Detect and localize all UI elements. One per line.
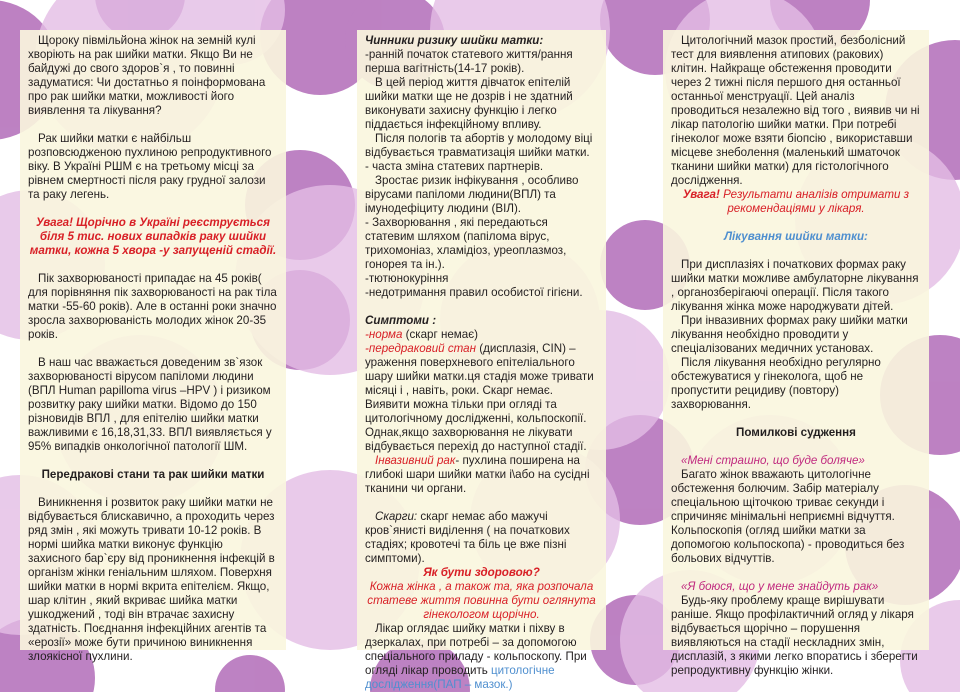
intro-paragraph: Щороку півмільйона жінок на земній кулі хворіють на рак шийки матки. Якщо Ви не байдужі до свого здоров`я , то повинні задуматися: Чи достатньо я поінформована про рак шийки матки, можливості його виявлення та лікування? bbox=[28, 34, 266, 117]
risk-infection: Зростає ризик інфікування , особливо вірусами папіломи людини(ВПЛ) та імунодефіциту людини (ВІЛ). bbox=[365, 174, 579, 215]
risk-item-early-start: -ранній початок статевого життя/рання перша вагітність(14-17 років). bbox=[365, 48, 573, 75]
right-panel bbox=[663, 30, 929, 677]
symptom-norm-label: -норма bbox=[365, 328, 403, 341]
exam-paragraph bbox=[365, 622, 598, 692]
quote-afraid-cancer: «Я боюся, що у мене знайдуть рак» bbox=[681, 580, 879, 593]
symptom-norm bbox=[365, 328, 598, 342]
exam-text: Лікар оглядає шийку матки і піхву в дзеркалах, при потребі – за допомогою спеціального приладу - кольпоскопу. При огляді лікар проводить bbox=[365, 622, 587, 677]
precancer-heading: Передракові стани та рак шийки матки bbox=[41, 468, 265, 481]
results-warning bbox=[671, 188, 921, 216]
symptom-invasive-text: - пухлина поширена на глибокі шари шийки матки і\або на сусідні тканини чи органи. bbox=[365, 454, 590, 495]
prevalence-paragraph: Рак шийки матки є найбільш розповсюдженою пухлиною репродуктивного віку. В Україні РШМ є на третьому місці за рівнем смертності після раку грудної залози та раку легень. bbox=[28, 132, 272, 201]
left-panel bbox=[20, 30, 286, 663]
risk-sti: - Захворювання , які передаються статевим шляхом (папілома вірус, трихомоніаз, хламідіоз, уреоплазмоз, гонорея та ін.). bbox=[365, 216, 567, 271]
complaints-text: скарг немає або мажучі кров`янисті виділення ( на початкових стадіях; кровотечі та біль це вже пізні симптоми). bbox=[365, 510, 570, 565]
incidence-peak-paragraph: Пік захворюваності припадає на 45 років( для порівняння пік захворюваності на рак тіла матки -55-60 років). Але в останні роки значно зросла захворюваність молодих жінок 20-35 років. bbox=[28, 272, 277, 341]
symptom-precancer bbox=[365, 342, 598, 454]
quote-afraid-pain: «Мені страшно, що буде боляче» bbox=[681, 454, 865, 467]
treatment-invasive: При інвазивних формах раку шийки матки лікування необхідно проводити у спеціалізованих медичних установах. bbox=[671, 314, 908, 355]
risk-explanation: В цей період життя дівчаток епітелій шийки матки ще не дозрів і не здатний виконувати захисну функцію і легко піддається інфекційному впливу. bbox=[365, 76, 573, 131]
treatment-early: При дисплазіях і початкових формах раку шийки матки можливе амбулаторне лікування , органозберігаючі операції. Після такого лікування жінка може народжувати дітей. bbox=[671, 258, 919, 313]
hpv-paragraph: В наш час вважається доведеним зв`язок захворюваності вірусом папіломи людини (ВПЛ Human papilloma virus –HPV ) і ризиком розвитку раку шийки матки. Відомо до 150 різновидів ВПЛ , для епітелію шийки матки важливими є 16,18,31,33. ВПЛ виявляється у 95% випадків онкологічної патології ШМ. bbox=[28, 356, 272, 453]
warning-statistics: Увага! Щорічно в Україні реєструється біля 5 тис. нових випадків раку шийки матки, кожна 5 хвора -у запущеній стадії. bbox=[29, 216, 277, 257]
results-warning-label: Увага! bbox=[682, 188, 720, 201]
risk-hygiene: -недотримання правил особистої гігієни. bbox=[365, 286, 583, 299]
healthy-text: Кожна жінка , а також та, яка розпочала статеве життя повинна бути оглянута гінекологом щорічно. bbox=[367, 580, 596, 621]
treatment-followup: Після лікування необхідно регулярно обстежуватися у гінеколога, щоб не пропустити рецидиву (повтору) захворювання. bbox=[671, 356, 881, 411]
cytology-paragraph: Цитологічний мазок простий, безболісний тест для виявлення атипових (ракових) клітин. Найкраще обстеження проводити через 2 тижні після першого дня останньої останньої менструації. Цей аналіз проводиться незалежно від того , виявив чи ні лікар патологію шийки матки. При потребі гінеколог може взяти біопсію , використавши місцеве знеболення (маленький шматочок тканини шийки матки) для гістологічного дослідження. bbox=[671, 34, 920, 187]
treatment-heading: Лікування шийки матки: bbox=[724, 230, 868, 243]
complaints-paragraph bbox=[365, 510, 598, 566]
symptom-invasive-label: Інвазивний рак bbox=[375, 454, 456, 467]
symptom-norm-text: (скарг немає) bbox=[402, 328, 479, 341]
complaints-label: Скарги: bbox=[375, 510, 418, 523]
development-paragraph: Виникнення і розвиток раку шийки матки не відбувається блискавично, а проходить через ряд змін , які можуть тривати 10-12 років. В нормі шийка матки виконує функцію захисного бар`єру від проникнення інфекцій в організм жінки геніальним шляхом. Поверхня шийки матки в нормі вкрита епітелієм. Якщо, шар клітин , який вкриває шийка матки ушкоджений , тоді він втрачає захисну здатність. Поєднання інфекційних агентів та «ерозії» може бути причиною виникнення злоякісної пухлини. bbox=[28, 496, 275, 663]
symptom-precancer-text: (дисплазія, CIN) – ураження поверхневого епітеліального шару шийки матки.ця стадія може тривати місяці і , навіть, роки. Скарг немає. Виявити можна тільки при огляді та цитологічному дослідженні, кольпоскопії. Однак,якщо захворювання не лікувати відбувається перехід до наступної стадії. bbox=[365, 342, 594, 453]
pain-explanation: Багато жінок вважають цитологічне обстеження болючим. Забір матеріалу спеціальною щіточкою триває секунди і спричиняє мінімальні неприємні відчуття. Кольпоскопія (огляд шийки матки за допомогою кольпоскопа) - проводиться без больових відчуттів. bbox=[671, 468, 905, 565]
misconceptions-heading: Помилкові судження bbox=[736, 426, 856, 439]
risk-partners: - часта зміна статевих партнерів. bbox=[365, 160, 544, 173]
risk-smoking: -тютюнокуріння bbox=[365, 272, 449, 285]
middle-panel bbox=[357, 30, 606, 691]
risk-trauma: Після пологів та абортів у молодому віці відбувається травматизація шийки матки. bbox=[365, 132, 593, 159]
healthy-heading: Як бути здоровою? bbox=[423, 566, 540, 579]
early-detection-paragraph: Будь-яку проблему краще вирішувати раніше. Якщо профілактичний огляд у лікаря відбувається щорічно – порушення виявляються на стадії нескладних змін, дисплазій, з якими легко впоратись і зберегти репродуктивну функцію жінки. bbox=[671, 594, 918, 677]
symptom-invasive bbox=[365, 454, 598, 496]
symptoms-heading: Симптоми : bbox=[365, 314, 437, 327]
symptom-precancer-label: -передраковий стан bbox=[365, 342, 477, 355]
risk-factors-heading: Чинники ризику шийки матки: bbox=[365, 34, 544, 47]
pap-test-link-text: цитологічне дослідження(ПАП – мазок.) bbox=[365, 664, 555, 691]
results-warning-text: Результати аналізів отримати з рекомендаціями у лікаря. bbox=[719, 188, 910, 215]
